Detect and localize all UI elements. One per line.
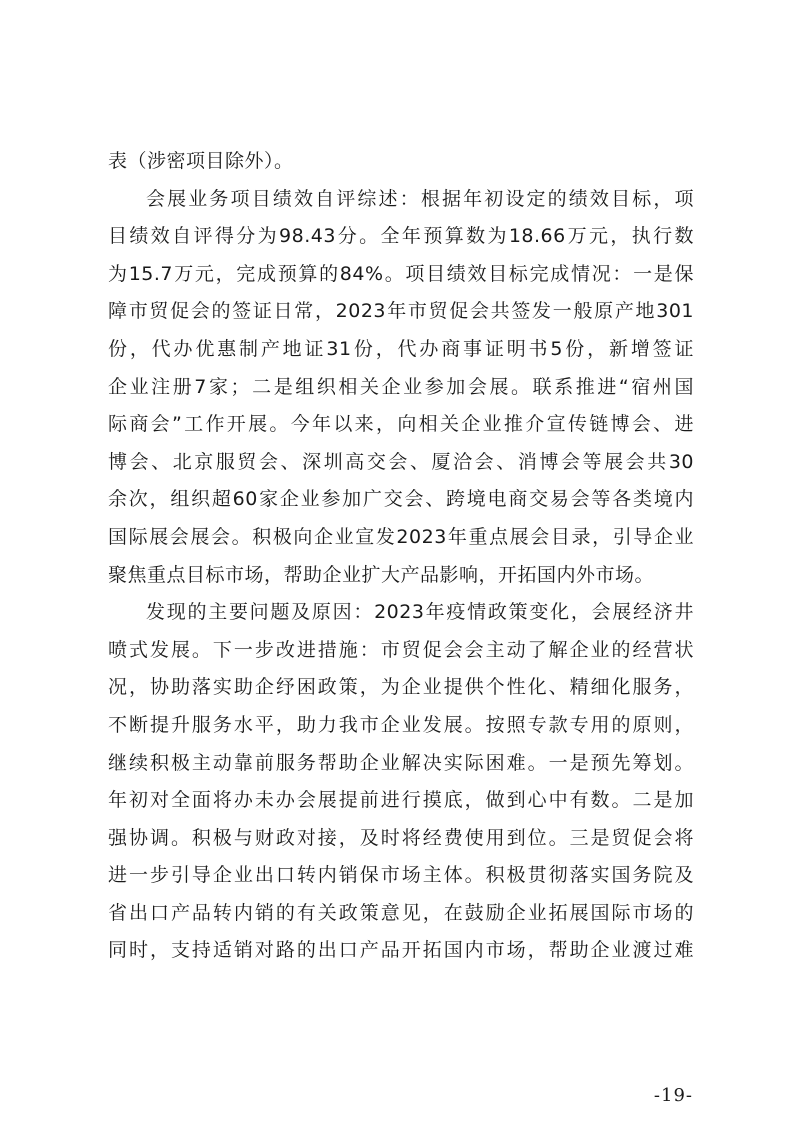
text-line: 聚焦重点目标市场，帮助企业扩大产品影响，开拓国内外市场。 [108,563,655,586]
text-line: 省出口产品转内销的有关政策意见，在鼓励企业拓展国际市场的 [108,901,694,924]
text-line: 余次，组织超60家企业参加广交会、跨境电商交易会等各类境内 [108,488,694,511]
page-number: -19- [653,1085,693,1106]
text-line: 博会、北京服贸会、深圳高交会、厦洽会、消博会等展会共30 [108,450,694,473]
text-line: 强协调。积极与财政对接，及时将经费使用到位。三是贸促会将 [108,826,694,849]
text-line: 年初对全面将办未办会展提前进行摸底，做到心中有数。二是加 [108,789,694,812]
text-line: 喷式发展。下一步改进措施：市贸促会会主动了解企业的经营状 [108,638,694,661]
paragraph-start-line: 发现的主要问题及原因：2023年疫情政策变化，会展经济井 [146,601,694,624]
text-line: 不断提升服务水平，助力我市企业发展。按照专款专用的原则， [108,713,694,736]
text-line: 表（涉密项目除外）。 [108,150,294,172]
text-line: 份，代办优惠制产地证31份，代办商事证明书5份，新增签证 [108,337,694,360]
text-line: 同时，支持适销对路的出口产品开拓国内市场，帮助企业渡过难 [108,939,694,962]
text-line: 障市贸促会的签证日常，2023年市贸促会共签发一般原产地301 [108,300,694,323]
text-line: 目绩效自评得分为98.43分。全年预算数为18.66万元，执行数 [108,225,694,248]
text-line: 际商会”工作开展。今年以来，向相关企业推介宣传链博会、进 [108,413,694,436]
text-line: 况，协助落实助企纾困政策，为企业提供个性化、精细化服务， [108,676,694,699]
body-text [108,143,694,970]
text-line: 进一步引导企业出口转内销保市场主体。积极贯彻落实国务院及 [108,864,694,887]
text-line: 国际展会展会。积极向企业宣发2023年重点展会目录，引导企业 [108,525,694,548]
text-line: 继续积极主动靠前服务帮助企业解决实际困难。一是预先筹划。 [108,751,694,774]
paragraph-start-line: 会展业务项目绩效自评综述：根据年初设定的绩效目标，项 [146,187,694,210]
text-line: 企业注册7家；二是组织相关企业参加会展。联系推进“宿州国 [108,375,694,398]
text-line: 为15.7万元，完成预算的84%。项目绩效目标完成情况：一是保 [108,262,694,285]
